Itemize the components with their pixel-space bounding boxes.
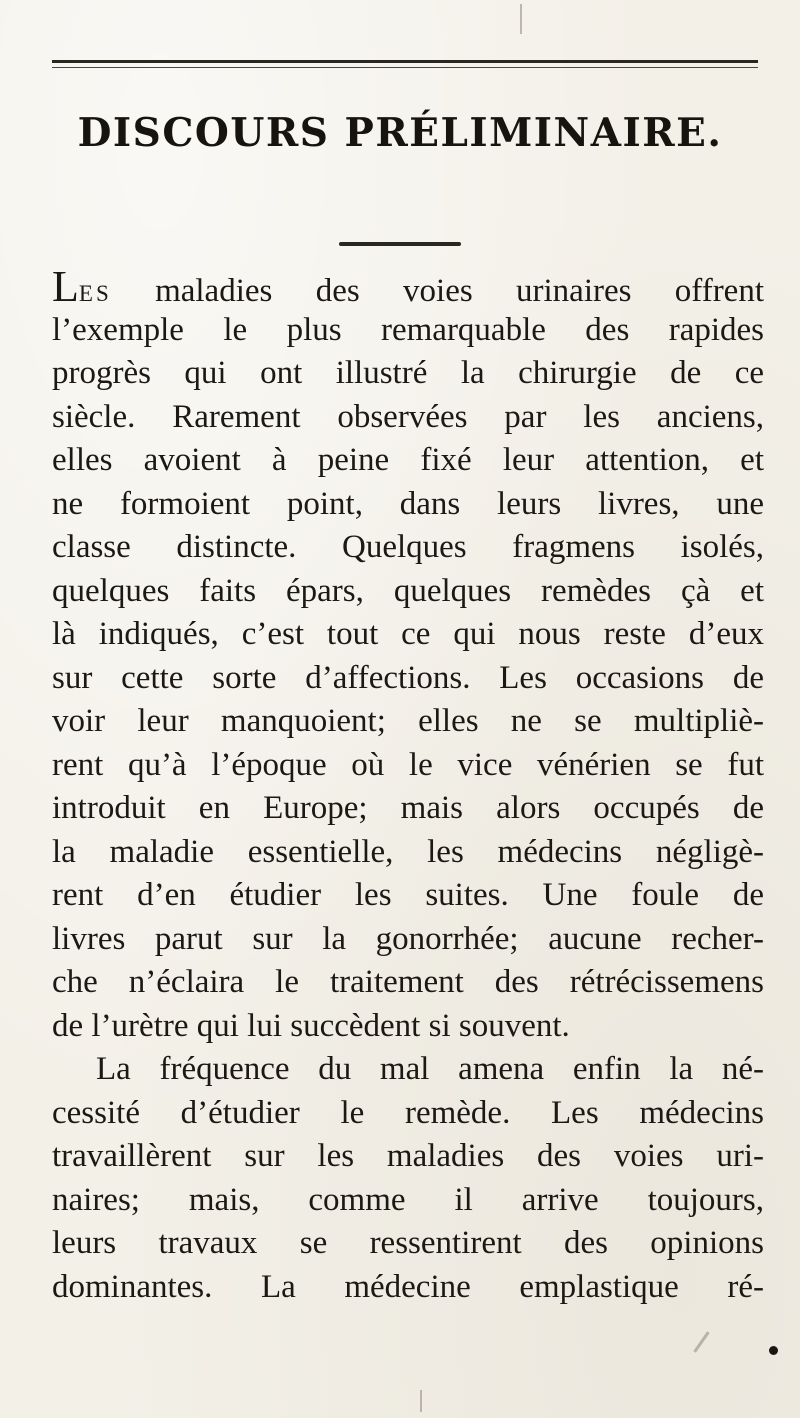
paragraph-1-line: là indiqués, c’est tout ce qui nous reste d’eux — [52, 616, 764, 652]
paragraph-1-line: livres parut sur la gonorrhée; aucune recher- — [52, 920, 764, 957]
paragraph-1-line: introduit en Europe; mais alors occupés de — [52, 790, 764, 826]
paragraph-1-line: classe distincte. Quelques fragmens isolés, — [52, 529, 764, 565]
paragraph-1-line: la maladie essentielle, les médecins négligè- — [52, 833, 764, 870]
header-rule-thick — [52, 60, 758, 63]
chapter-title: DISCOURS PRÉLIMINAIRE. — [77, 110, 723, 156]
paragraph-1-line: che n’éclaira le traitement des rétrécissemens — [52, 964, 764, 1000]
paper-mark — [693, 1331, 709, 1352]
paragraph-2-line: naires; mais, comme il arrive toujours, — [52, 1181, 764, 1218]
small-caps-lead: es — [78, 273, 112, 309]
paragraph-1-line: siècle. Rarement observées par les anciens, — [52, 398, 764, 435]
body-text — [52, 262, 764, 1309]
paper-mark — [420, 1390, 422, 1412]
header-rule-thin — [52, 67, 758, 68]
ink-dot — [769, 1346, 778, 1355]
paragraph-1-line: elles avoient à peine fixé leur attention, et — [52, 442, 764, 478]
paragraph-1-last-line: de l’urètre qui lui succèdent si souvent. — [52, 1007, 570, 1044]
paragraph-2-line: leurs travaux se ressentirent des opinions — [52, 1225, 764, 1261]
paragraph-2-line: cessité d’étudier le remède. Les médecins — [52, 1094, 764, 1131]
first-line-text: maladies des voies urinaires offrent — [111, 273, 764, 309]
paragraph-1-line: rent qu’à l’époque où le vice vénérien se fut — [52, 746, 764, 783]
ornamental-rule — [339, 242, 461, 246]
drop-capital: L — [52, 262, 79, 311]
paragraph-1-line: quelques faits épars, quelques remèdes çà et — [52, 572, 764, 609]
paragraph-1-line: progrès qui ont illustré la chirurgie de ce — [52, 355, 764, 391]
paragraph-2-line: dominantes. La médecine emplastique ré- — [52, 1268, 764, 1305]
paragraph-1-line: ne formoient point, dans leurs livres, une — [52, 485, 764, 522]
paragraph-1-line-1 — [52, 262, 764, 311]
paragraph-1-line: rent d’en étudier les suites. Une foule de — [52, 877, 764, 913]
paragraph-2-line-1: La fréquence du mal amena enfin la né- — [96, 1051, 764, 1087]
paragraph-1-line: l’exemple le plus remarquable des rapides — [52, 311, 764, 348]
paragraph-2-line: travaillèrent sur les maladies des voies uri- — [52, 1138, 764, 1174]
paragraph-1-line: sur cette sorte d’affections. Les occasions de — [52, 659, 764, 696]
paragraph-1-line: voir leur manquoient; elles ne se multipliè- — [52, 703, 764, 739]
paper-mark — [520, 4, 522, 34]
